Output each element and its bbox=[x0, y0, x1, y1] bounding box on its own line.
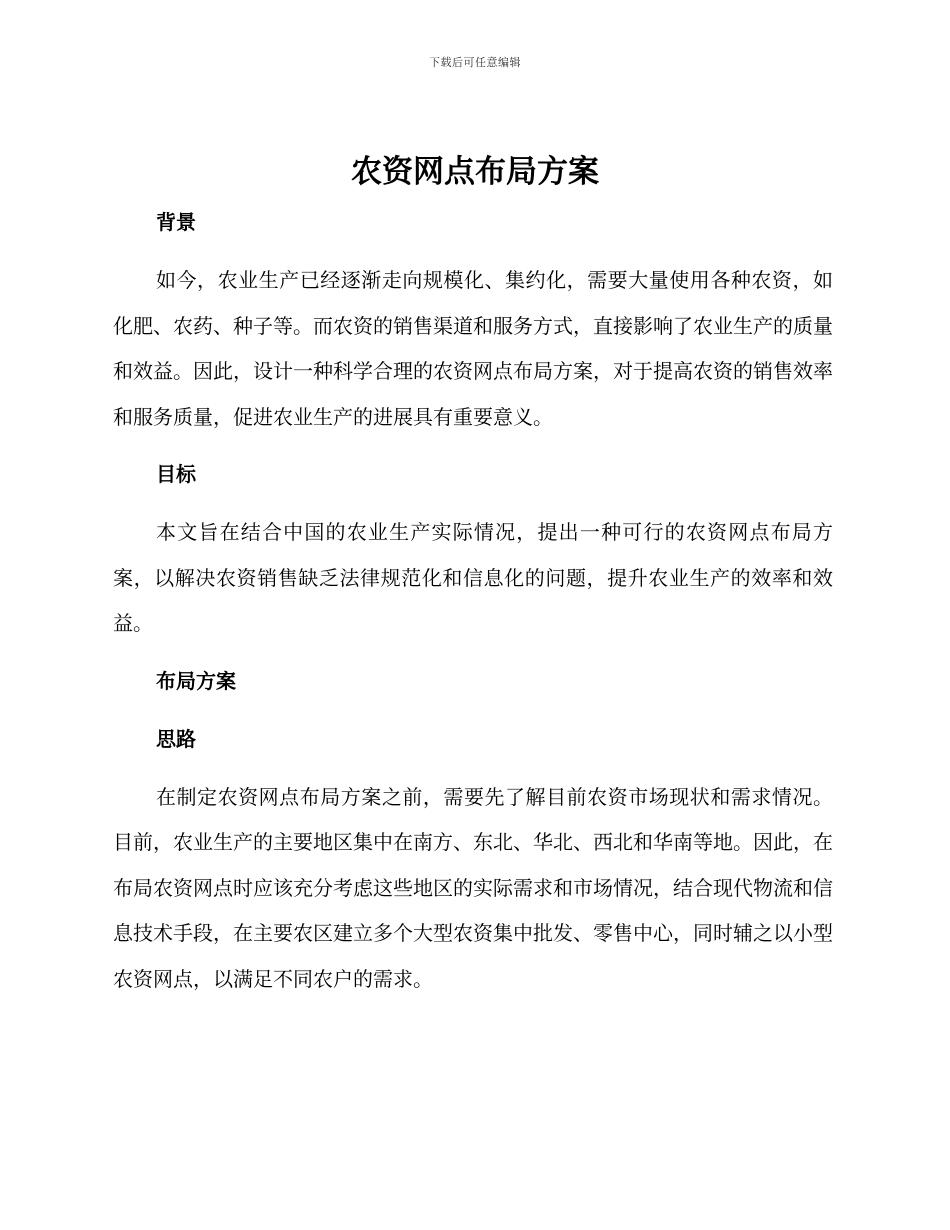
section-heading-layout-plan: 布局方案 bbox=[156, 668, 236, 693]
document-body bbox=[113, 200, 833, 1002]
paragraph-background: 如今，农业生产已经逐渐走向规模化、集约化，需要大量使用各种农资，如化肥、农药、种子等。而农资的销售渠道和服务方式，直接影响了农业生产的质量和效益。因此，设计一种科学合理的农资网点布局方案，对于提高农资的销售效率和服务质量，促进农业生产的进展具有重要意义。 bbox=[113, 268, 833, 429]
section-heading-approach: 思路 bbox=[156, 726, 196, 751]
section-heading-background: 背景 bbox=[156, 210, 196, 234]
header-note: 下载后可任意编辑 bbox=[429, 56, 521, 69]
document-title: 农资网点布局方案 bbox=[351, 154, 599, 190]
section-heading-goal: 目标 bbox=[156, 462, 196, 486]
paragraph-goal: 本文旨在结合中国的农业生产实际情况，提出一种可行的农资网点布局方案，以解决农资销售缺乏法律规范化和信息化的问题，提升农业生产的效率和效益。 bbox=[113, 520, 833, 635]
paragraph-approach: 在制定农资网点布局方案之前，需要先了解目前农资市场现状和需求情况。目前，农业生产的主要地区集中在南方、东北、华北、西北和华南等地。因此，在布局农资网点时应该充分考虑这些地区的实际需求和市场情况，结合现代物流和信息技术手段，在主要农区建立多个大型农资集中批发、零售中心，同时辅之以小型农资网点，以满足不同农户的需求。 bbox=[113, 784, 833, 991]
